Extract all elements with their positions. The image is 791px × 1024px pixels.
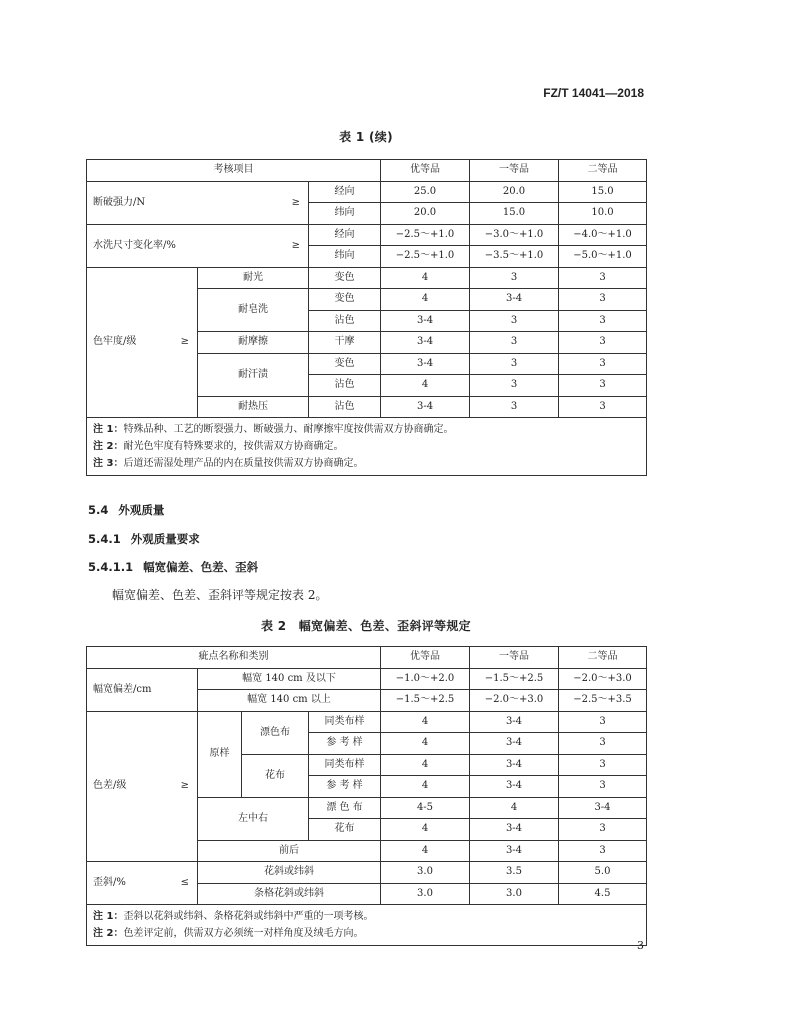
table-cell: 5.0 (559, 862, 647, 884)
table1 (86, 159, 647, 476)
table-cell: 4 (381, 776, 470, 798)
table-cell: 4-5 (381, 797, 470, 819)
table-cell: −2.0～+3.0 (470, 690, 559, 712)
table-cell: −3.0～+1.0 (470, 224, 559, 246)
table-cell: 4 (470, 797, 559, 819)
table-cell: 幅宽 140 cm 以上 (198, 690, 381, 712)
table-cell: 3 (470, 267, 559, 289)
table2 (86, 646, 647, 946)
table2-note-1: 注 1：歪斜以花斜或纬斜、条格花斜或纬斜中严重的一项考核。 (93, 911, 374, 922)
table-cell: 3 (559, 840, 647, 862)
table-cell: 3-4 (470, 711, 559, 733)
table-cell: 原样 (198, 711, 242, 797)
table2-note-2: 注 2：色差评定前，供需双方必须统一对样角度及绒毛方向。 (93, 928, 364, 939)
table-row (87, 862, 647, 884)
table-cell: 4 (381, 840, 470, 862)
table-cell: 参 考 样 (309, 776, 381, 798)
table-cell: −3.5～+1.0 (470, 246, 559, 268)
table-cell: 干摩 (309, 332, 381, 354)
table-cell: 3-4 (470, 840, 559, 862)
table-cell: 4 (381, 711, 470, 733)
table-cell: 3 (470, 396, 559, 418)
table2-header-item: 疵点名称和类别 (87, 647, 381, 669)
table-cell: 4 (381, 754, 470, 776)
table-cell: 3 (559, 332, 647, 354)
table2-caption: 表 2 幅宽偏差、色差、歪斜评等规定 (261, 619, 471, 633)
table-row (87, 668, 647, 690)
page-number: 3 (637, 939, 644, 952)
table-row (87, 181, 647, 203)
table-cell: 3-4 (470, 733, 559, 755)
table-cell: 3-4 (470, 819, 559, 841)
table-cell: 4 (381, 267, 470, 289)
shrinkage-label: 水洗尺寸变化率/% ≥ (87, 224, 309, 267)
table1-caption: 表 1 (续) (339, 130, 393, 144)
table-cell: 3.0 (470, 883, 559, 905)
table1-note-1: 注 1：特殊品种、工艺的断裂强力、断破强力、耐摩擦牢度按供需双方协商确定。 (93, 424, 454, 435)
table-row (87, 267, 647, 289)
table-cell: 20.0 (470, 181, 559, 203)
table-cell: 3-4 (381, 310, 470, 332)
table-cell: −5.0～+1.0 (559, 246, 647, 268)
table-cell: 耐摩擦 (198, 332, 309, 354)
table-cell: 同类布样 (309, 711, 381, 733)
table-cell: 3 (559, 353, 647, 375)
table-cell: 3 (559, 754, 647, 776)
table-cell: 耐光 (198, 267, 309, 289)
table-cell: 25.0 (381, 181, 470, 203)
table1-header-grade1: 优等品 (381, 160, 470, 182)
section-5-4-1-1-heading: 5.4.1.1 幅宽偏差、色差、歪斜 (88, 560, 259, 574)
table-cell: 20.0 (381, 203, 470, 225)
table-cell: 3-4 (559, 797, 647, 819)
table-cell: 沾色 (309, 396, 381, 418)
table-cell: −2.5～+1.0 (381, 224, 470, 246)
table-cell: 耐皂洗 (198, 289, 309, 332)
table-cell: 3-4 (381, 396, 470, 418)
table-cell: 花布 (242, 754, 309, 797)
table-cell: 3-4 (381, 332, 470, 354)
table-cell: 沾色 (309, 310, 381, 332)
table-cell: 漂色布 (242, 711, 309, 754)
standard-code: FZ/T 14041—2018 (543, 86, 644, 100)
table-cell: 条格花斜或纬斜 (198, 883, 381, 905)
table-cell: 耐汗渍 (198, 353, 309, 396)
table-cell: −2.0～+3.0 (559, 668, 647, 690)
table-cell: −1.0～+2.0 (381, 668, 470, 690)
table-cell: −2.5～+1.0 (381, 246, 470, 268)
table-cell: 3 (559, 375, 647, 397)
table-cell: 3.0 (381, 862, 470, 884)
table-cell: 变色 (309, 267, 381, 289)
body-paragraph: 幅宽偏差、色差、歪斜评等规定按表 2。 (112, 588, 328, 602)
skew-label: 歪斜/% ≤ (87, 862, 198, 905)
table-cell: 3 (470, 310, 559, 332)
table-cell: −1.5～+2.5 (381, 690, 470, 712)
table-cell: 耐热压 (198, 396, 309, 418)
table-cell: 3 (559, 733, 647, 755)
table-cell: 4 (381, 733, 470, 755)
table-cell: 3 (470, 375, 559, 397)
table-cell: −2.5～+3.5 (559, 690, 647, 712)
table-cell: 变色 (309, 289, 381, 311)
table2-notes-row (87, 905, 647, 946)
table-cell: 3-4 (470, 289, 559, 311)
table2-notes (87, 905, 647, 946)
table-cell: −1.5～+2.5 (470, 668, 559, 690)
table-cell: 左中右 (198, 797, 309, 840)
table-cell: 沾色 (309, 375, 381, 397)
table-cell: 3 (559, 776, 647, 798)
table-cell: 3-4 (381, 353, 470, 375)
width-deviation-label: 幅宽偏差/cm (87, 668, 198, 711)
table-cell: 花布 (309, 819, 381, 841)
table-cell: 花斜或纬斜 (198, 862, 381, 884)
table-cell: 4.5 (559, 883, 647, 905)
table-cell: 纬向 (309, 246, 381, 268)
table-cell: −4.0～+1.0 (559, 224, 647, 246)
table-cell: 漂 色 布 (309, 797, 381, 819)
table1-note-2: 注 2：耐光色牢度有特殊要求的，按供需双方协商确定。 (93, 441, 344, 452)
table1-notes (87, 418, 647, 476)
table-cell: 4 (381, 289, 470, 311)
table2-header-row (87, 647, 647, 669)
table-cell: 3 (559, 396, 647, 418)
table2-header-grade3: 二等品 (559, 647, 647, 669)
table-cell: 幅宽 140 cm 及以下 (198, 668, 381, 690)
table-cell: 15.0 (470, 203, 559, 225)
table1-header-grade3: 二等品 (559, 160, 647, 182)
section-5-4-1-heading: 5.4.1 外观质量要求 (88, 532, 200, 546)
table-row (87, 224, 647, 246)
table-cell: 3 (470, 353, 559, 375)
color-fastness-label: 色牢度/级 ≥ (87, 267, 198, 418)
table-cell: 3 (470, 332, 559, 354)
table-cell: 前后 (198, 840, 381, 862)
table-cell: 4 (381, 375, 470, 397)
table-cell: 3 (559, 819, 647, 841)
table1-header-row (87, 160, 647, 182)
table-cell: 4 (381, 819, 470, 841)
breaking-strength-label: 断破强力/N ≥ (87, 181, 309, 224)
table-cell: 变色 (309, 353, 381, 375)
table-cell: 3-4 (470, 754, 559, 776)
table-cell: 3 (559, 289, 647, 311)
table-cell: 参 考 样 (309, 733, 381, 755)
table1-note-3: 注 3：后道还需湿处理产品的内在质量按供需双方协商确定。 (93, 458, 364, 469)
table2-header-grade2: 一等品 (470, 647, 559, 669)
table-cell: 3.0 (381, 883, 470, 905)
table-cell: 经向 (309, 181, 381, 203)
table-cell: 3-4 (470, 776, 559, 798)
table-cell: 3 (559, 711, 647, 733)
table-row (87, 711, 647, 733)
table-cell: 15.0 (559, 181, 647, 203)
table1-header-grade2: 一等品 (470, 160, 559, 182)
table2-header-grade1: 优等品 (381, 647, 470, 669)
table-cell: 经向 (309, 224, 381, 246)
table-cell: 同类布样 (309, 754, 381, 776)
section-5-4-heading: 5.4 外观质量 (88, 503, 165, 517)
table1-header-item: 考核项目 (87, 160, 381, 182)
table-cell: 3 (559, 267, 647, 289)
table-cell: 3.5 (470, 862, 559, 884)
table-cell: 10.0 (559, 203, 647, 225)
color-difference-label: 色差/级 ≥ (87, 711, 198, 862)
table-cell: 3 (559, 310, 647, 332)
table-cell: 纬向 (309, 203, 381, 225)
table1-notes-row (87, 418, 647, 476)
